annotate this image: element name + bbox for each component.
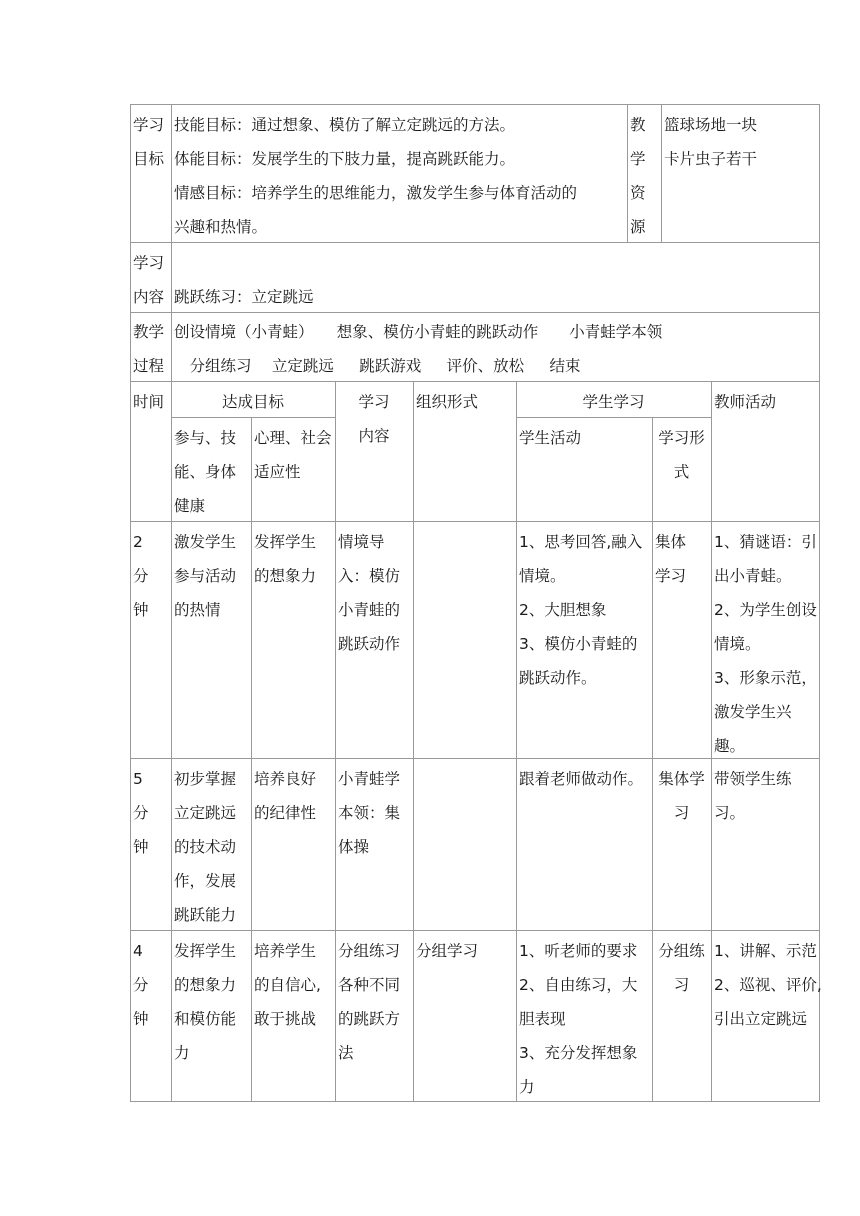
time-line: 分 xyxy=(133,804,149,822)
time-line: 分 xyxy=(133,976,149,994)
resource-line: 卡片虫子若干 xyxy=(664,150,758,168)
header-student-activity-text: 学生活动 xyxy=(519,429,582,447)
header-content xyxy=(335,383,413,455)
form-line: 集体学 xyxy=(658,770,705,788)
row2-content xyxy=(335,760,413,866)
time-line: 5 xyxy=(133,770,143,788)
goals-label-line: 学习 xyxy=(133,116,165,134)
time-line: 分 xyxy=(133,567,149,585)
activity-line: 跳跃动作。 xyxy=(519,669,597,687)
goal-line: 兴趣和热情。 xyxy=(174,218,268,236)
goal1-line: 的热情 xyxy=(174,601,221,619)
activity-line: 2、自由练习，大 xyxy=(519,976,638,994)
teacher-line: 趣。 xyxy=(714,737,746,755)
process-label-line: 教学 xyxy=(133,323,165,341)
row3-teacher xyxy=(711,932,820,1038)
row2-time xyxy=(130,760,171,866)
goal1-line: 的想象力 xyxy=(174,976,237,994)
row1-teacher xyxy=(711,523,820,765)
teacher-line: 引出立定跳远 xyxy=(714,1010,808,1028)
form-line: 习 xyxy=(673,804,690,822)
header-student xyxy=(516,383,711,421)
form-line: 集体 xyxy=(655,533,687,551)
activity-line: 跟着老师做动作。 xyxy=(519,770,644,788)
header-goal-sub2 xyxy=(251,419,335,491)
content-line: 小青蛙的 xyxy=(338,601,401,619)
activity-line: 1、思考回答,融入 xyxy=(519,533,643,551)
goal2-line: 培养良好 xyxy=(254,770,317,788)
form-line: 习 xyxy=(673,976,690,994)
resources-label xyxy=(627,106,661,246)
row2-activity xyxy=(516,760,652,798)
resources-label-char: 教 xyxy=(630,116,646,134)
resources-label-char: 资 xyxy=(630,184,646,202)
goal1-line: 发挥学生 xyxy=(174,942,237,960)
row3-form xyxy=(652,932,711,1004)
row2-teacher xyxy=(711,760,820,832)
activity-line: 胆表现 xyxy=(519,1010,566,1028)
content-line: 各种不同 xyxy=(338,976,401,994)
resource-line: 篮球场地一块 xyxy=(664,116,758,134)
form-line: 学习 xyxy=(655,567,687,585)
teacher-line: 3、形象示范， xyxy=(714,669,817,687)
goal2-line: 的想象力 xyxy=(254,567,317,585)
header-goal-sub1-line: 健康 xyxy=(174,497,206,515)
teacher-line: 带领学生练 xyxy=(714,770,792,788)
content-label-line: 内容 xyxy=(133,288,165,306)
header-time-text: 时间 xyxy=(133,393,165,411)
goal1-line: 的技术动 xyxy=(174,838,237,856)
goal2-line: 敢于挑战 xyxy=(254,1010,317,1028)
teacher-line: 情境。 xyxy=(714,635,761,653)
content-line: 跳跃练习：立定跳远 xyxy=(174,288,314,306)
content-text xyxy=(171,278,820,316)
teacher-line: 激发学生兴 xyxy=(714,703,792,721)
time-line: 钟 xyxy=(133,838,149,856)
content-line: 情境导 xyxy=(338,533,385,551)
teacher-line: 2、巡视、评价, xyxy=(714,976,822,994)
process-label-line: 过程 xyxy=(133,357,165,375)
header-goal-text: 达成目标 xyxy=(221,393,284,411)
row3-content xyxy=(335,932,413,1072)
header-goal-sub1 xyxy=(171,419,251,525)
content-line: 体操 xyxy=(338,838,370,856)
header-time xyxy=(130,383,171,421)
activity-line: 2、大胆想象 xyxy=(519,601,607,619)
row1-activity xyxy=(516,523,652,697)
goal1-line: 参与活动 xyxy=(174,567,237,585)
goal1-line: 激发学生 xyxy=(174,533,237,551)
time-line: 钟 xyxy=(133,601,149,619)
goals-label-line: 目标 xyxy=(133,150,165,168)
resources-label-char: 源 xyxy=(630,218,646,236)
content-line: 分组练习 xyxy=(338,942,401,960)
row3-activity xyxy=(516,932,652,1106)
row3-goal1 xyxy=(171,932,251,1072)
process-text xyxy=(171,313,820,385)
teacher-line: 1、讲解、示范 xyxy=(714,942,817,960)
goal2-line: 的自信心, xyxy=(254,976,321,994)
process-label xyxy=(130,313,171,385)
header-goal-sub1-line: 参与、技 xyxy=(174,429,237,447)
activity-line: 1、听老师的要求 xyxy=(519,942,638,960)
row2-form xyxy=(652,760,711,832)
resources-label-char: 学 xyxy=(630,150,646,168)
teacher-line: 1、猜谜语：引 xyxy=(714,533,817,551)
org-line: 分组学习 xyxy=(416,942,479,960)
goal1-line: 和模仿能 xyxy=(174,1010,237,1028)
row3-time xyxy=(130,932,171,1038)
goal2-line: 的纪律性 xyxy=(254,804,317,822)
header-org-text: 组织形式 xyxy=(416,393,479,411)
process-line: 创设情境（小青蛙） 想象、模仿小青蛙的跳跃动作 小青蛙学本领 xyxy=(174,323,663,341)
content-label-line: 学习 xyxy=(133,254,165,272)
row2-goal1 xyxy=(171,760,251,934)
goals-label xyxy=(130,106,171,178)
row1-time xyxy=(130,523,171,629)
content-label xyxy=(130,244,171,316)
teacher-line: 习。 xyxy=(714,804,746,822)
time-line: 钟 xyxy=(133,1010,149,1028)
goal-line: 技能目标：通过想象、模仿了解立定跳远的方法。 xyxy=(174,116,516,134)
content-line: 入：模仿 xyxy=(338,567,401,585)
activity-line: 3、模仿小青蛙的 xyxy=(519,635,638,653)
header-teacher-text: 教师活动 xyxy=(714,393,777,411)
row3-goal2 xyxy=(251,932,335,1038)
goal1-line: 立定跳远 xyxy=(174,804,237,822)
header-goal xyxy=(171,383,335,421)
header-student-activity xyxy=(516,419,652,457)
content-line: 小青蛙学 xyxy=(338,770,401,788)
content-line: 的跳跃方 xyxy=(338,1010,401,1028)
goals-text xyxy=(171,106,627,246)
activity-line: 力 xyxy=(519,1078,535,1096)
teacher-line: 出小青蛙。 xyxy=(714,567,792,585)
header-study-form xyxy=(652,419,711,491)
goal-line: 情感目标：培养学生的思维能力，激发学生参与体育活动的 xyxy=(174,184,578,202)
resources-text xyxy=(661,106,820,178)
header-study-form-line: 学习形 xyxy=(658,429,705,447)
header-student-text: 学生学习 xyxy=(582,393,645,411)
goal-line: 体能目标：发展学生的下肢力量，提高跳跃能力。 xyxy=(174,150,516,168)
goal1-line: 力 xyxy=(174,1044,190,1062)
header-goal-sub1-line: 能、身体 xyxy=(174,463,237,481)
header-content-line: 学习 xyxy=(358,393,390,411)
row3-org xyxy=(413,932,516,970)
goal1-line: 跳跃能力 xyxy=(174,906,237,924)
row1-goal1 xyxy=(171,523,251,629)
goal1-line: 作，发展 xyxy=(174,872,237,890)
header-org xyxy=(413,383,516,421)
row1-form xyxy=(652,523,711,595)
header-goal-sub2-line: 适应性 xyxy=(254,463,301,481)
goal1-line: 初步掌握 xyxy=(174,770,237,788)
header-study-form-line: 式 xyxy=(673,463,690,481)
process-line: 分组练习 立定跳远 跳跃游戏 评价、放松 结束 xyxy=(174,357,581,375)
table-rule xyxy=(413,381,414,1102)
content-line: 本领：集 xyxy=(338,804,401,822)
content-line: 跳跃动作 xyxy=(338,635,401,653)
activity-line: 情境。 xyxy=(519,567,566,585)
header-goal-sub2-line: 心理、社会 xyxy=(254,429,332,447)
form-line: 分组练 xyxy=(658,942,705,960)
header-content-line: 内容 xyxy=(358,427,390,445)
row2-goal2 xyxy=(251,760,335,832)
goal2-line: 培养学生 xyxy=(254,942,317,960)
header-teacher xyxy=(711,383,820,421)
content-line: 法 xyxy=(338,1044,354,1062)
row1-content xyxy=(335,523,413,663)
goal2-line: 发挥学生 xyxy=(254,533,317,551)
teacher-line: 2、为学生创设 xyxy=(714,601,817,619)
row1-goal2 xyxy=(251,523,335,595)
time-line: 2 xyxy=(133,533,143,551)
activity-line: 3、充分发挥想象 xyxy=(519,1044,638,1062)
time-line: 4 xyxy=(133,942,143,960)
